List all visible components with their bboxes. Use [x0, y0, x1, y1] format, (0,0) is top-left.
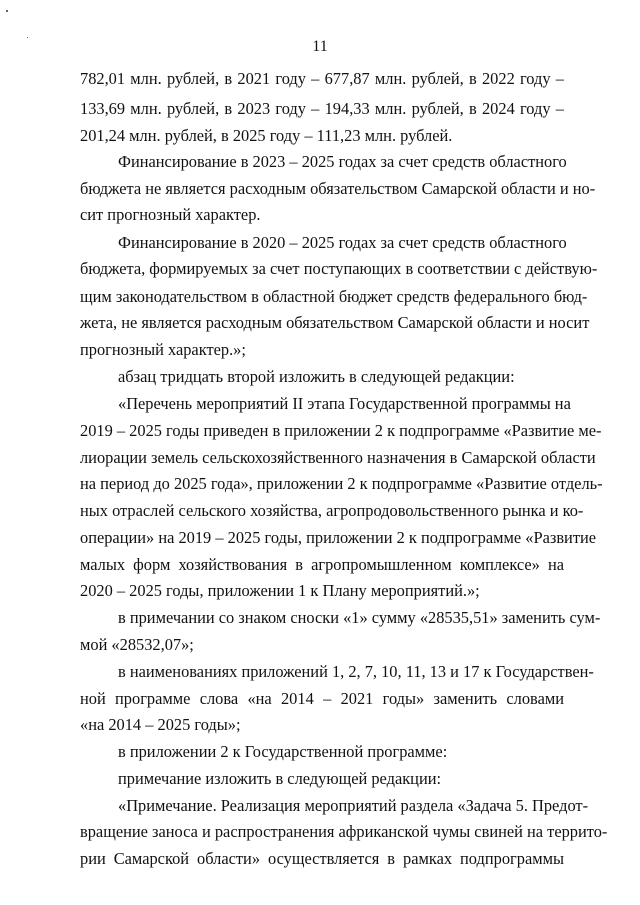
- text-line: 133,69 млн. рублей, в 2023 году – 194,33 млн. рублей, в 2024 году –: [80, 99, 564, 118]
- text-line: операции» на 2019 – 2025 годы, приложении 2 к подпрограмме «Развитие: [80, 528, 597, 547]
- text-line: бюджета не является расходным обязательством Самарской области и но-: [80, 179, 596, 198]
- text-line: Финансирование в 2020 – 2025 годах за счет средств областного: [118, 233, 567, 252]
- text-line: Финансирование в 2023 – 2025 годах за счет средств областного: [118, 152, 567, 171]
- text-line: бюджета, формируемых за счет поступающих в соответствии с действую-: [80, 259, 598, 278]
- text-line: мой «28532,07»;: [80, 635, 194, 654]
- text-line: «Перечень мероприятий II этапа Государственной программы на: [118, 394, 571, 413]
- scan-speck: [6, 10, 8, 12]
- text-line: примечание изложить в следующей редакции:: [118, 769, 442, 788]
- text-line: 2019 – 2025 годы приведен в приложении 2 к подпрограмме «Развитие ме-: [80, 421, 602, 440]
- text-line: 2020 – 2025 годы, приложении 1 к Плану мероприятий.»;: [80, 581, 480, 600]
- text-line: вращение заноса и распространения африканской чумы свиней на террито-: [80, 822, 608, 841]
- text-line: на период до 2025 года», приложении 2 к подпрограмме «Развитие отдель-: [80, 474, 603, 493]
- text-line: «на 2014 – 2025 годы»;: [80, 715, 241, 734]
- text-line: ной программе слова «на 2014 – 2021 годы» заменить словами: [80, 689, 564, 708]
- text-line: в примечании со знаком сноски «1» сумму «28535,51» заменить сум-: [118, 608, 601, 627]
- text-line: ных отраслей сельского хозяйства, агропродовольственного рынка и ко-: [80, 501, 584, 520]
- text-line: абзац тридцать второй изложить в следующей редакции:: [118, 367, 515, 386]
- text-line: «Примечание. Реализация мероприятий раздела «Задача 5. Предот-: [118, 796, 589, 815]
- text-line: щим законодательством в областной бюджет средств федерального бюд-: [80, 287, 588, 306]
- text-line: в приложении 2 к Государственной программе:: [118, 742, 448, 761]
- text-line: малых форм хозяйствования в агропромышленном комплексе» на: [80, 555, 564, 574]
- text-line: жета, не является расходным обязательством Самарской области и носит: [80, 313, 590, 332]
- text-line: сит прогнозный характер.: [80, 205, 261, 224]
- text-line: 201,24 млн. рублей, в 2025 году – 111,23 млн. рублей.: [80, 126, 453, 145]
- text-line: 782,01 млн. рублей, в 2021 году – 677,87 млн. рублей, в 2022 году –: [80, 69, 564, 88]
- page-number: 11: [312, 38, 328, 55]
- text-line: прогнозный характер.»;: [80, 340, 246, 359]
- text-line: лиорации земель сельскохозяйственного назначения в Самарской области: [80, 448, 596, 467]
- text-line: рии Самарской области» осуществляется в рамках подпрограммы: [80, 849, 564, 868]
- text-line: в наименованиях приложений 1, 2, 7, 10, 11, 13 и 17 к Государствен-: [118, 662, 594, 681]
